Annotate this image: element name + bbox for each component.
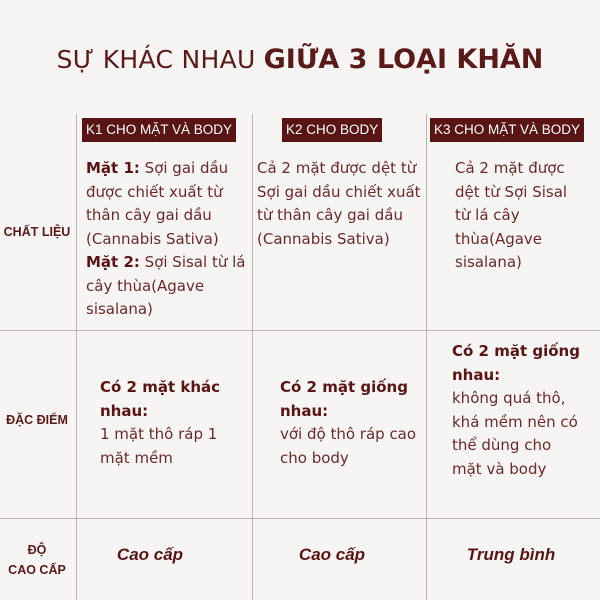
row-label-material: CHẤT LIỆU [3, 225, 71, 239]
title-bold: GIỮA 3 LOẠI KHĂN [263, 44, 544, 75]
feature-k3-text: không quá thô, khá mềm nên có thể dùng cho mặt và body [452, 389, 578, 478]
tier-k1: Cao cấp [116, 545, 184, 564]
row-divider [0, 518, 600, 519]
feature-k1 [100, 376, 245, 470]
k1-side2-label: Mặt 2: [86, 253, 140, 271]
row-label-feature: ĐẶC ĐIỂM [6, 413, 68, 427]
column-divider [426, 114, 427, 600]
k1-side2-text: Sợi Sisal từ lá cây thùa(Agave sisalana) [86, 253, 246, 318]
column-header-k2: K2 CHO BODY [282, 118, 382, 142]
row-label-tier-line2: CAO CẤP [8, 563, 66, 577]
material-k1 [86, 157, 250, 322]
k1-side1-label: Mặt 1: [86, 159, 140, 177]
feature-k1-text: 1 mặt thô ráp 1 mặt mềm [100, 425, 218, 467]
row-label-tier [0, 540, 74, 580]
feature-k3-title: Có 2 mặt giống nhau: [452, 342, 580, 384]
feature-k2-title: Có 2 mặt giống nhau: [280, 378, 408, 420]
title-light: SỰ KHÁC NHAU [56, 45, 256, 74]
row-divider [0, 330, 600, 331]
feature-k1-title: Có 2 mặt khác nhau: [100, 378, 221, 420]
material-k2: Cả 2 mặt được dệt từ Sợi gai dầu chiết xuất từ thân cây gai dầu (Cannabis Sativa) [257, 159, 421, 248]
material-k3: Cả 2 mặt được dệt từ Sợi Sisal từ lá cây thùa(Agave sisalana) [455, 159, 568, 271]
row-label-tier-line1: ĐỘ [27, 543, 47, 557]
feature-k3 [452, 340, 582, 481]
feature-k2 [280, 376, 420, 470]
column-header-k3: K3 CHO MẶT VÀ BODY [430, 118, 584, 142]
column-divider [76, 114, 77, 600]
column-header-k1: K1 CHO MẶT VÀ BODY [82, 118, 236, 142]
tier-k2: Cao cấp [298, 545, 366, 564]
feature-k2-text: với độ thô ráp cao cho body [280, 425, 417, 467]
tier-k3: Trung bình [466, 545, 556, 564]
k1-side1-text: Sợi gai dầu được chiết xuất từ thân cây gai dầu (Cannabis Sativa) [86, 159, 229, 248]
column-divider [252, 114, 253, 600]
page-title [0, 44, 600, 75]
